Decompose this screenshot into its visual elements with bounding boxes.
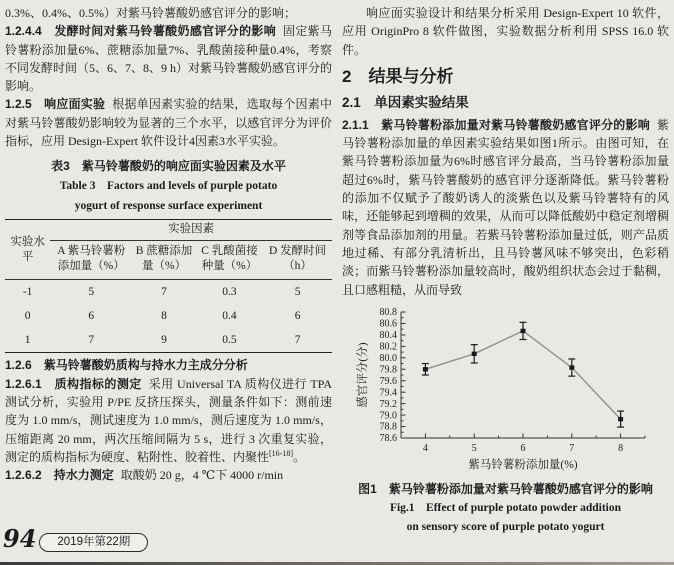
svg-text:感官评分(分): 感官评分(分) xyxy=(356,342,369,408)
svg-text:78.6: 78.6 xyxy=(379,433,397,445)
table-cell: 0.4 xyxy=(222,309,237,322)
table-cell: 8 xyxy=(161,309,167,322)
svg-text:紫马铃薯粉添加量(%): 紫马铃薯粉添加量(%) xyxy=(467,458,578,471)
table-cell: 7 xyxy=(161,285,167,298)
section-number-heading: 2.1.1 紫马铃薯粉添加量对紫马铃薯酸奶感官评分的影响 xyxy=(342,117,650,132)
figure-caption-en-line2: on sensory score of purple potato yogurt xyxy=(406,521,605,534)
table-row xyxy=(5,304,332,328)
section-number-heading: 1.2.6.1 质构指标的测定 xyxy=(5,376,142,391)
table-cell: 6 xyxy=(294,309,301,322)
left-column xyxy=(5,4,332,484)
section-number-heading: 1.2.6.2 持水力测定 xyxy=(5,468,114,483)
section-heading-2: 2 结果与分析 xyxy=(342,66,454,86)
table-title-en-line2: yogurt of response surface experiment xyxy=(74,200,263,213)
figure-caption-en-line1: Fig.1 Effect of purple potato powder addition xyxy=(389,502,622,515)
section-heading-2-1: 2.1 单因素实验结果 xyxy=(342,94,469,110)
table-title-zh: 表3 紫马铃薯酸奶的响应面实验因素及水平 xyxy=(51,159,286,174)
paragraph-1-2-5 xyxy=(5,95,332,150)
paragraph-1-2-6-2 xyxy=(5,466,332,484)
section-number-heading: 1.2.5 响应面实验 xyxy=(5,97,106,112)
section-number-heading: 1.2.4.4 发酵时间对紫马铃薯酸奶感官评分的影响 xyxy=(5,24,277,39)
table-cell: 9 xyxy=(161,333,167,346)
page-number: 94 xyxy=(3,524,37,553)
svg-text:4: 4 xyxy=(422,442,428,454)
paragraph-text: 根据单因素实验的结果，选取每个因素中对紫马铃薯酸奶影响较为显著的三个水平，以感官评分为评价指标，应用 Design-Expert 软件设计4因素3水平实验。 xyxy=(5,97,332,149)
factors-levels-table xyxy=(5,219,332,353)
table-cell: 0.5 xyxy=(222,333,237,346)
svg-text:8: 8 xyxy=(617,442,623,454)
svg-text:79.0: 79.0 xyxy=(379,410,397,422)
table-title-en-line1: Table 3 Factors and levels of purple potato xyxy=(59,180,278,193)
paragraph-1-2-6-1 xyxy=(5,375,332,466)
table-cell: 1 xyxy=(24,333,31,346)
figure-1 xyxy=(342,302,669,537)
table-cell: 5 xyxy=(88,285,95,298)
svg-text:79.2: 79.2 xyxy=(379,398,397,410)
svg-text:79.8: 79.8 xyxy=(379,364,397,376)
table-col-header-c: C 乳酸菌接种量（%） xyxy=(196,241,263,280)
paragraph-1-2-6 xyxy=(5,356,332,374)
page-footer xyxy=(0,524,148,553)
svg-text:80.0: 80.0 xyxy=(379,352,397,364)
table-cell: 0.3 xyxy=(222,285,237,298)
table-cell: 0 xyxy=(24,309,31,322)
figure-caption-zh: 图1 紫马铃薯粉添加量对紫马铃薯酸奶感官评分的影响 xyxy=(358,482,653,497)
svg-text:5: 5 xyxy=(471,442,477,454)
table-cell: -1 xyxy=(22,285,33,298)
citation-superscript: [16-18] xyxy=(269,448,294,458)
table-cell: 7 xyxy=(294,333,301,346)
right-column xyxy=(342,4,669,537)
table-col-header-b: B 蔗糖添加量（%） xyxy=(132,241,196,280)
svg-text:79.6: 79.6 xyxy=(379,375,397,387)
svg-text:80.6: 80.6 xyxy=(379,318,397,330)
paragraph-text: 响应面实验设计和结果分析采用 Design-Expert 10 软件，应用 OriginPro 8 软件做图，实验数据分析利用 SPSS 16.0 软件。 xyxy=(342,6,669,57)
table-group-header: 实验因素 xyxy=(50,220,332,241)
paragraph-text: 采用 Universal TA 质构仪进行 TPA 测试分析，实验用 P/PE 反挤压探头，测量条件如下：测前速度为 1.0 mm/s，测试速度为 1.0 mm/s，测后速度为 1.0 mm/s，压缩距离 20 mm，两次压缩间隔为 5 s，进行 3 次重复实验，测定的质构指标为硬度、粘附性、胶着性、内聚性 xyxy=(5,376,332,464)
paragraph-2-1-1 xyxy=(342,116,669,299)
table-cell: 5 xyxy=(294,285,301,298)
paragraph-text: 0.3%、0.4%、0.5%）对紫马铃薯酸奶感官评分的影响； xyxy=(5,6,296,20)
paragraph-text: 。 xyxy=(293,449,306,464)
svg-text:80.2: 80.2 xyxy=(379,341,397,353)
paragraph-continuation xyxy=(5,4,332,22)
paragraph-software xyxy=(342,4,669,59)
section-number-heading: 1.2.6 紫马铃薯酸奶质构与持水力主成分分析 xyxy=(5,358,248,373)
svg-text:80.8: 80.8 xyxy=(379,307,397,319)
paragraph-1-2-4-4 xyxy=(5,22,332,95)
table-row-header: 实验水平 xyxy=(5,220,50,280)
paragraph-text: 取酸奶 20 g，4 ℃下 4000 r/min xyxy=(120,468,284,483)
table-cell: 7 xyxy=(88,333,95,346)
paragraph-text: 紫马铃薯粉添加量的单因素实验结果如图1所示。由图可知，在紫马铃薯粉添加量为6%时感官评分最高，当马铃薯粉添加量超过6%时，紫马铃薯酸奶的感官评分逐渐降低。紫马铃薯粉的添加不仅赋予了酸奶诱人的淡紫色以及紫马铃薯特有的风味，还能够起到增稠的效果，从而可以降低酸奶中稳定剂增稠剂等食品添加剂的用量。若紫马铃薯粉添加量过低，则产品质地过稀、有部分乳清析出，且马铃薯风味不够突出，色彩稍淡；而紫马铃薯粉添加量较高时，酸奶组织状态会过于黏稠，且口感粗糙，从而导致 xyxy=(342,117,669,297)
svg-text:79.4: 79.4 xyxy=(379,387,397,399)
svg-text:7: 7 xyxy=(568,442,574,454)
table-row xyxy=(5,280,332,305)
svg-text:78.8: 78.8 xyxy=(379,421,397,433)
issue-badge: 2019年第22期 xyxy=(39,533,148,552)
paragraph-text: 固定紫马铃薯粉添加量6%、蔗糖添加量7%、乳酸菌接种量0.4%，考察不同发酵时间（5、6、7、8、9 h）对紫马铃薯酸奶感官评分的影响。 xyxy=(5,24,333,94)
table-col-header-a: A 紫马铃薯粉添加量（%） xyxy=(50,241,132,280)
svg-text:80.4: 80.4 xyxy=(379,329,397,341)
table-cell: 6 xyxy=(88,309,95,322)
table-row xyxy=(5,328,332,353)
table-col-header-d: D 发酵时间（h） xyxy=(263,241,332,280)
sensory-score-line-chart xyxy=(355,302,657,474)
svg-text:6: 6 xyxy=(520,442,525,454)
